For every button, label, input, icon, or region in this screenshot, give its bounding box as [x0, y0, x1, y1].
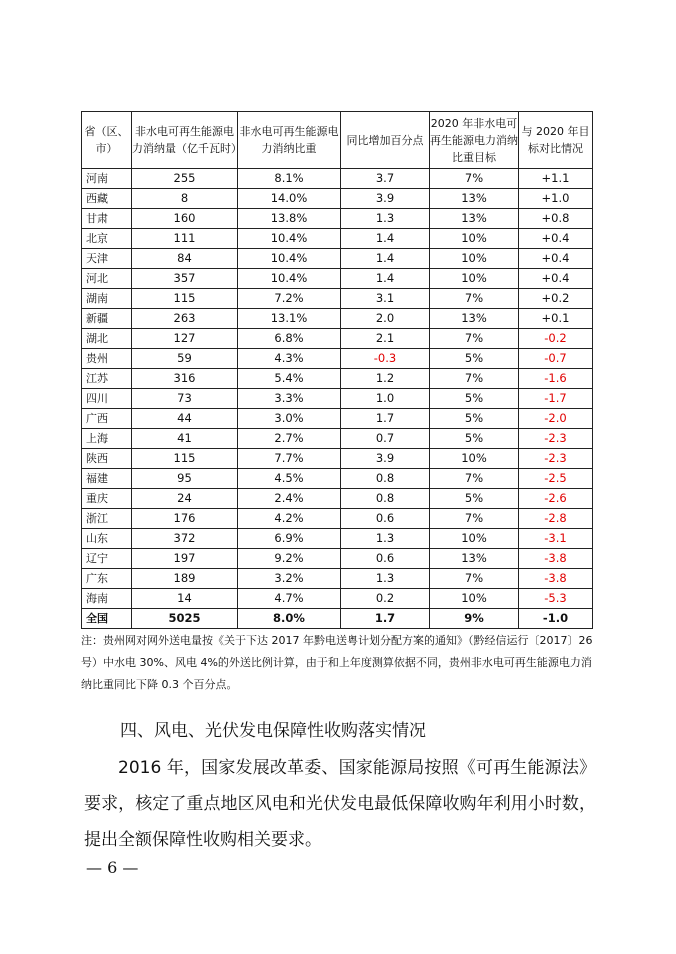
header-yoy: 同比增加百分点 [341, 112, 430, 169]
table-row [82, 449, 593, 469]
cell-diff: +0.4 [519, 249, 593, 269]
cell-diff: +0.8 [519, 209, 593, 229]
cell-yoy: 2.1 [341, 329, 430, 349]
cell-yoy: 0.6 [341, 509, 430, 529]
cell-province: 海南 [82, 589, 132, 609]
table-row [82, 409, 593, 429]
cell-diff: +1.1 [519, 169, 593, 189]
cell-yoy: 0.8 [341, 469, 430, 489]
cell-share: 6.8% [238, 329, 341, 349]
cell-consumption: 160 [132, 209, 238, 229]
cell-target: 7% [430, 169, 519, 189]
cell-share: 3.3% [238, 389, 341, 409]
cell-province: 河南 [82, 169, 132, 189]
cell-consumption: 44 [132, 409, 238, 429]
cell-diff: -3.8 [519, 549, 593, 569]
table-header-row [82, 112, 593, 169]
cell-share: 4.5% [238, 469, 341, 489]
cell-yoy: 0.6 [341, 549, 430, 569]
cell-target: 10% [430, 449, 519, 469]
cell-diff: -2.8 [519, 509, 593, 529]
cell-target: 5% [430, 489, 519, 509]
table-row [82, 429, 593, 449]
cell-yoy: 3.9 [341, 449, 430, 469]
cell-yoy: 3.9 [341, 189, 430, 209]
cell-yoy: 1.0 [341, 389, 430, 409]
cell-consumption: 8 [132, 189, 238, 209]
renewable-consumption-table [81, 111, 593, 629]
cell-target: 13% [430, 309, 519, 329]
table-row [82, 289, 593, 309]
cell-yoy: 3.7 [341, 169, 430, 189]
cell-share: 7.2% [238, 289, 341, 309]
cell-diff: +0.4 [519, 229, 593, 249]
cell-consumption: 255 [132, 169, 238, 189]
cell-consumption: 95 [132, 469, 238, 489]
cell-province: 甘肃 [82, 209, 132, 229]
cell-province: 全国 [82, 609, 132, 629]
cell-diff: -1.0 [519, 609, 593, 629]
cell-share: 5.4% [238, 369, 341, 389]
cell-province: 江苏 [82, 369, 132, 389]
table-row [82, 369, 593, 389]
table-row [82, 269, 593, 289]
cell-consumption: 372 [132, 529, 238, 549]
cell-target: 5% [430, 429, 519, 449]
cell-consumption: 111 [132, 229, 238, 249]
cell-share: 13.8% [238, 209, 341, 229]
cell-target: 10% [430, 529, 519, 549]
body-paragraph: 2016 年，国家发展改革委、国家能源局按照《可再生能源法》要求，核定了重点地区风电和光伏发电最低保障收购年利用小时数，提出全额保障性收购相关要求。 [84, 758, 596, 850]
table-row [82, 389, 593, 409]
cell-diff: +0.2 [519, 289, 593, 309]
table-row [82, 569, 593, 589]
cell-consumption: 189 [132, 569, 238, 589]
cell-consumption: 59 [132, 349, 238, 369]
cell-diff: +0.4 [519, 269, 593, 289]
cell-province: 贵州 [82, 349, 132, 369]
table-row [82, 529, 593, 549]
cell-diff: -2.0 [519, 409, 593, 429]
cell-diff: -2.3 [519, 429, 593, 449]
cell-yoy: 1.4 [341, 249, 430, 269]
cell-province: 湖北 [82, 329, 132, 349]
cell-target: 5% [430, 409, 519, 429]
cell-share: 8.0% [238, 609, 341, 629]
cell-yoy: 2.0 [341, 309, 430, 329]
cell-yoy: -0.3 [341, 349, 430, 369]
table-row [82, 589, 593, 609]
cell-province: 山东 [82, 529, 132, 549]
cell-province: 河北 [82, 269, 132, 289]
cell-target: 7% [430, 289, 519, 309]
cell-target: 7% [430, 509, 519, 529]
cell-share: 2.4% [238, 489, 341, 509]
cell-consumption: 263 [132, 309, 238, 329]
cell-diff: -5.3 [519, 589, 593, 609]
cell-consumption: 73 [132, 389, 238, 409]
cell-yoy: 1.3 [341, 209, 430, 229]
cell-target: 10% [430, 229, 519, 249]
table-row [82, 489, 593, 509]
table-row [82, 509, 593, 529]
cell-consumption: 357 [132, 269, 238, 289]
section-heading: 四、风电、光伏发电保障性收购落实情况 [120, 721, 426, 741]
cell-consumption: 84 [132, 249, 238, 269]
cell-consumption: 14 [132, 589, 238, 609]
cell-yoy: 3.1 [341, 289, 430, 309]
table-note: 注：贵州网对网外送电量按《关于下达 2017 年黔电送粤计划分配方案的通知》（黔经信运行〔2017〕26 号）中水电 30%、风电 4%的外送比例计算，由于和上年度测算依据不同，贵州非水电可再生能源电力消纳比重同比下降 0.3 个百分点。 [81, 634, 593, 691]
data-table-container [81, 111, 592, 629]
cell-target: 7% [430, 329, 519, 349]
cell-province: 福建 [82, 469, 132, 489]
cell-consumption: 115 [132, 289, 238, 309]
cell-share: 4.2% [238, 509, 341, 529]
cell-diff: -3.8 [519, 569, 593, 589]
header-diff: 与 2020 年目标对比情况 [519, 112, 593, 169]
cell-consumption: 197 [132, 549, 238, 569]
cell-province: 西藏 [82, 189, 132, 209]
cell-target: 7% [430, 369, 519, 389]
cell-target: 5% [430, 389, 519, 409]
cell-target: 7% [430, 569, 519, 589]
cell-yoy: 1.7 [341, 609, 430, 629]
cell-diff: -2.5 [519, 469, 593, 489]
table-row [82, 169, 593, 189]
table-row [82, 349, 593, 369]
cell-province: 天津 [82, 249, 132, 269]
table-body [82, 169, 593, 629]
cell-share: 4.7% [238, 589, 341, 609]
cell-yoy: 0.2 [341, 589, 430, 609]
cell-yoy: 1.3 [341, 569, 430, 589]
cell-province: 北京 [82, 229, 132, 249]
cell-yoy: 0.8 [341, 489, 430, 509]
cell-target: 7% [430, 469, 519, 489]
cell-share: 4.3% [238, 349, 341, 369]
cell-yoy: 1.7 [341, 409, 430, 429]
table-row [82, 549, 593, 569]
header-consumption: 非水电可再生能源电力消纳量（亿千瓦时） [132, 112, 238, 169]
cell-consumption: 176 [132, 509, 238, 529]
table-row [82, 209, 593, 229]
cell-consumption: 24 [132, 489, 238, 509]
cell-diff: -1.7 [519, 389, 593, 409]
cell-share: 3.2% [238, 569, 341, 589]
cell-yoy: 1.4 [341, 229, 430, 249]
cell-province: 湖南 [82, 289, 132, 309]
cell-target: 10% [430, 589, 519, 609]
cell-province: 陕西 [82, 449, 132, 469]
cell-share: 10.4% [238, 249, 341, 269]
cell-province: 新疆 [82, 309, 132, 329]
cell-diff: -3.1 [519, 529, 593, 549]
table-total-row [82, 609, 593, 629]
cell-consumption: 127 [132, 329, 238, 349]
header-target: 2020 年非水电可再生能源电力消纳比重目标 [430, 112, 519, 169]
cell-diff: -2.3 [519, 449, 593, 469]
cell-diff: -0.7 [519, 349, 593, 369]
header-province: 省（区、市） [82, 112, 132, 169]
cell-share: 2.7% [238, 429, 341, 449]
cell-province: 四川 [82, 389, 132, 409]
cell-target: 9% [430, 609, 519, 629]
header-share: 非水电可再生能源电力消纳比重 [238, 112, 341, 169]
cell-yoy: 1.3 [341, 529, 430, 549]
table-row [82, 249, 593, 269]
cell-share: 13.1% [238, 309, 341, 329]
cell-yoy: 1.4 [341, 269, 430, 289]
cell-province: 辽宁 [82, 549, 132, 569]
cell-share: 6.9% [238, 529, 341, 549]
cell-share: 14.0% [238, 189, 341, 209]
page-number: — 6 — [86, 858, 139, 877]
cell-share: 9.2% [238, 549, 341, 569]
cell-province: 上海 [82, 429, 132, 449]
cell-target: 5% [430, 349, 519, 369]
cell-diff: -2.6 [519, 489, 593, 509]
cell-province: 广东 [82, 569, 132, 589]
cell-diff: -1.6 [519, 369, 593, 389]
cell-share: 10.4% [238, 229, 341, 249]
cell-consumption: 5025 [132, 609, 238, 629]
cell-share: 3.0% [238, 409, 341, 429]
cell-share: 8.1% [238, 169, 341, 189]
table-row [82, 469, 593, 489]
cell-province: 重庆 [82, 489, 132, 509]
cell-share: 7.7% [238, 449, 341, 469]
cell-province: 广西 [82, 409, 132, 429]
table-row [82, 329, 593, 349]
cell-share: 10.4% [238, 269, 341, 289]
cell-consumption: 316 [132, 369, 238, 389]
cell-target: 13% [430, 549, 519, 569]
table-row [82, 229, 593, 249]
table-row [82, 309, 593, 329]
table-row [82, 189, 593, 209]
cell-target: 10% [430, 249, 519, 269]
cell-yoy: 1.2 [341, 369, 430, 389]
cell-province: 浙江 [82, 509, 132, 529]
cell-target: 13% [430, 189, 519, 209]
cell-yoy: 0.7 [341, 429, 430, 449]
cell-diff: -0.2 [519, 329, 593, 349]
cell-target: 13% [430, 209, 519, 229]
cell-consumption: 41 [132, 429, 238, 449]
cell-diff: +1.0 [519, 189, 593, 209]
cell-target: 10% [430, 269, 519, 289]
cell-consumption: 115 [132, 449, 238, 469]
cell-diff: +0.1 [519, 309, 593, 329]
